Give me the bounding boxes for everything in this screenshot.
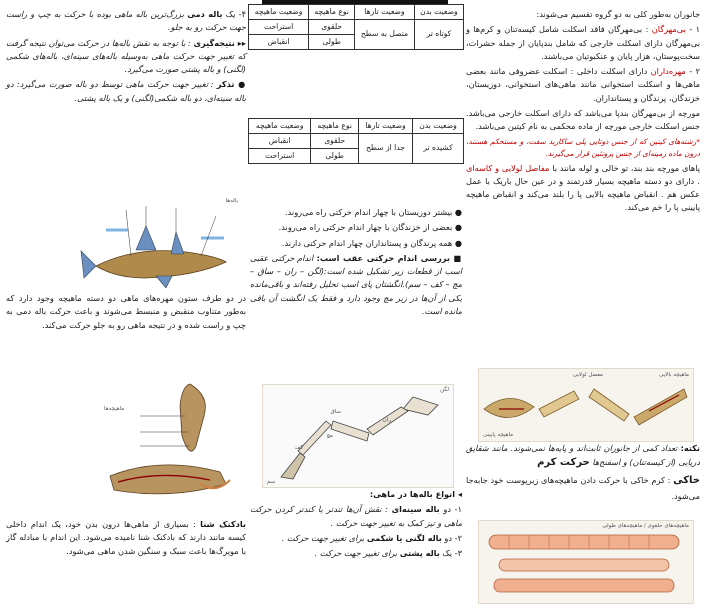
table1-header-fibers: وضعیت تارها xyxy=(355,5,415,20)
caudal-fin-term: باله دمی xyxy=(187,9,223,19)
fin-types-heading: ◂ انواع باله‌ها در ماهی: xyxy=(369,489,462,499)
hoof-label: سم xyxy=(267,479,276,485)
muscle-table-1 xyxy=(248,4,464,50)
right-column-lower xyxy=(466,442,700,505)
reminder-term: ● تذکر xyxy=(216,79,246,90)
table2-header-state: وضعیت ماهیچه xyxy=(249,119,311,134)
bullet-text: همه پرندگان و پستانداران چهار اندام حرکتی دارند. xyxy=(281,237,453,248)
horse-leg-diagram xyxy=(263,385,453,487)
horse-leg-figure xyxy=(262,384,454,488)
reminder-text: : تغییر جهت حرکت ماهی توسط دو باله صورت می‌گیرد: دو باله سینه‌ای، دو باله شکمی(لگنی) و یک باله پشتی. xyxy=(6,79,246,103)
note-text: تعداد کمی از جانوران ثابت‌اند و پایه‌ها نمی‌شوند. مانند شقایق دریایی (از کیسه‌تنان) و اسفنج‌ها xyxy=(466,443,700,468)
swim-bladder-paragraph xyxy=(6,518,246,558)
conclusion-term: ▸▸ نتیجه‌گیری xyxy=(193,37,247,48)
earthworm-diagram xyxy=(479,521,693,603)
vertebrates-text: دارای اسکلت داخلی : اسکلت غضروفی مانند بعضی ماهی‌ها و اسکلت استخوانی مانند ماهی‌های استخوانی، دوزیستان، خزندگان، پرندگان و پستانداران. xyxy=(466,66,700,103)
horse-leg-heading: ■ بررسی اندام حرکتی عقب اسب: xyxy=(316,252,462,263)
pelvic-fin-text: برای تغییر جهت حرکت . xyxy=(281,532,365,543)
horse-leg-paragraph xyxy=(250,252,462,318)
spine-muscles-paragraph: در دو طرف ستون مهره‌های ماهی دو دسته ماهیچه وجود دارد که به‌طور متناوب منقبض و منبسط می‌شوند و باعث حرکت باله دمی به چپ و راست شده و در نتیجه ماهی رو به جلو حرکت می‌کند. xyxy=(6,293,246,330)
ant-legs-text-b: . دارای دو دسته ماهیچه بسیار قدرتمند و در عین حال باریک با عمل عکس هم . انقباض ماهیچه بالایی پا را بلند می‌کند و انقباض ماهیچه پایینی پا را خم می‌کند. xyxy=(466,175,700,213)
left-column xyxy=(6,8,246,107)
table1-r1-type: حلقوی xyxy=(309,19,355,34)
fish-fins-figure xyxy=(76,196,242,288)
muscles-label: ماهیچه‌ها xyxy=(104,406,125,412)
item-number: ۳- یک xyxy=(442,548,462,559)
table2-header-fibers: وضعیت تارها xyxy=(358,119,412,134)
table1-header-type: نوع ماهیچه xyxy=(309,5,355,20)
earthworm-paragraph xyxy=(466,473,700,502)
table1-header-body: وضعیت بدن xyxy=(414,5,463,20)
pelvic-fin-item xyxy=(250,532,462,545)
item-number: ۲ - xyxy=(689,66,700,77)
swim-bladder-term: بادکنک شنا xyxy=(200,519,247,529)
stationary-animals-note xyxy=(466,442,700,471)
middle-column xyxy=(250,206,462,320)
lower-muscle-label: ماهیچه پایینی xyxy=(483,432,514,438)
bullet-text: بیشتر دوزیستان با چهار اندام حرکتی راه می‌روند. xyxy=(285,207,453,217)
bullet-birds-mammals: ● همه پرندگان و پستانداران چهار اندام حرکتی دارند. xyxy=(281,237,462,248)
reminder-paragraph xyxy=(6,78,246,105)
table1-body-state: کوتاه تر xyxy=(414,19,463,49)
table1-r2-type: طولی xyxy=(309,34,355,49)
hinge-joint-label: مفصل لولایی xyxy=(572,372,603,378)
conclusion-paragraph xyxy=(6,37,246,77)
earthworm-heading-b: خاکی xyxy=(673,475,700,487)
conclusion-text: : با توجه به نقش باله‌ها در حرکت می‌توان نتیجه گرفت که تغییر جهت حرکت ماهی به‌وسیله باله‌های سینه‌ای، باله‌های شکمی (لگنی) و باله پشتی صورت می‌گیرد. xyxy=(6,37,246,75)
item-number: ۱- دو xyxy=(443,504,462,515)
table2-fiber-state: جدا از سطح xyxy=(358,133,412,163)
left-column-lower xyxy=(6,518,246,560)
earthworm-heading-a: حرکت کرم xyxy=(537,457,590,469)
chitin-note: *رشته‌های کیتین که از جنس دوتایی پلی ساکارید سفت، و مستحکم هستند، درون ماده زمینه‌ای از جنس پروتئین قرار می‌گیرند. xyxy=(466,136,700,158)
fish-tail-muscle-figure xyxy=(100,376,242,508)
fins-label: باله‌ها xyxy=(225,198,238,204)
right-column xyxy=(466,8,700,217)
ant-legs-paragraph xyxy=(466,162,700,215)
item-number: ۴- یک xyxy=(225,9,246,19)
ant-leg-joint-diagram xyxy=(479,369,693,441)
invertebrates-text: : بی‌مهرگان فاقد اسکلت شامل کیسه‌تنان و کرم‌ها و بی‌مهرگان دارای اسکلت خارجی که شامل بندپایان از جمله حشرات، سخت‌پوستان، هزار پایان و عنکبوتیان می‌باشند. xyxy=(466,24,700,61)
pelvic-fin-term: باله لگنی یا شکمی xyxy=(366,532,442,543)
table1-r1-state: استراحت xyxy=(249,19,309,34)
table2-r2-state: استراحت xyxy=(249,148,311,163)
note-term: نکته: xyxy=(680,443,700,453)
left-column-mid xyxy=(6,292,246,334)
table2-header-body: وضعیت بدن xyxy=(413,119,464,134)
upper-muscle-label: ماهیچه بالایی xyxy=(659,372,689,378)
bullet-amphibians: ● بیشتر دوزیستان با چهار اندام حرکتی راه می‌روند. xyxy=(285,207,462,217)
invertebrates-term: بی‌مهرگان xyxy=(651,24,686,35)
vertebrates-term: مهره‌داران xyxy=(650,66,686,77)
sole-label: کف xyxy=(294,445,303,451)
table1-header-state: وضعیت ماهیچه xyxy=(249,5,309,20)
earthworm-muscle-label: ماهیچه‌های حلقوی / ماهیچه‌های طولی xyxy=(602,523,689,529)
table2-body-state: کشیده تر xyxy=(413,133,464,163)
ant-paragraph: مورچه از بی‌مهرگان بندپا می‌باشد که دارای اسکلت خارجی می‌باشد. جنس اسکلت خارجی مورچه از ماده محکمی به نام کیتین می‌باشد. xyxy=(466,107,700,132)
bullet-text: بعضی از خزندگان با چهار اندام حرکتی راه می‌روند. xyxy=(278,222,453,233)
pectoral-fin-text: : نقش آن‌ها تند‌تر یا کندتر کردن حرکت ماهی و تیز کمک به تغییر جهت حرکت . xyxy=(250,504,462,528)
table2-r2-type: طولی xyxy=(311,148,359,163)
caudal-fin-item xyxy=(6,8,246,35)
pelvis-label: لگن xyxy=(440,387,449,393)
dorsal-fin-item xyxy=(250,547,462,560)
invertebrates-paragraph xyxy=(466,23,700,63)
fish-fins-diagram xyxy=(76,196,242,288)
thigh-label: ران xyxy=(382,417,391,423)
joints-term: مفاصل لولایی و کاسه‌ای xyxy=(466,162,550,173)
item-number: ۱ - xyxy=(689,24,701,35)
horse-leg-text: اندام حرکتی عقبی اسب از قطعات زیر تشکیل شده است:(لگن – ران – ساق – مچ – کف – سم).انگشتان پای اسب تحلیل رفته‌اند و باقی‌مانده یکی از آن‌ها در زیر مچ وجود دارد و فقط یک انگشت آن باقی مانده است. xyxy=(250,252,462,316)
intro-paragraph: جانوران به‌طور کلی به دو گروه تقسیم می‌شوند: xyxy=(536,9,700,19)
fish-tail-diagram xyxy=(100,376,242,508)
table2-r1-type: حلقوی xyxy=(311,133,359,148)
pectoral-fin-term: باله سینه‌ای xyxy=(391,504,440,515)
ankle-label: مچ xyxy=(326,433,333,439)
dorsal-fin-term: باله پشتی xyxy=(399,548,440,559)
middle-column-lower xyxy=(250,488,462,562)
shank-label: ساق xyxy=(330,409,341,415)
ant-legs-text-a: پاهای مورچه بند بند، تو خالی و لوله مانند با xyxy=(552,162,700,173)
bullet-reptiles: ● بعضی از خزندگان با چهار اندام حرکتی راه می‌روند. xyxy=(278,222,462,233)
muscle-table-2 xyxy=(248,118,464,164)
item-number: ۲- دو xyxy=(444,532,462,543)
dorsal-fin-text: برای تغییر جهت حرکت . xyxy=(314,548,398,559)
caudal-fin-text: بزرگ‌ترین باله ماهی بوده با حرکت به چپ و راست جهت حرکت رو به جلو. xyxy=(6,9,246,33)
pectoral-fin-item xyxy=(250,503,462,530)
earthworm-text: : کرم خاکی با حرکت دادن ماهیچه‌های زیرپوست خود جابه‌جا می‌شود. xyxy=(466,475,700,501)
table2-r1-state: انقباض xyxy=(249,133,311,148)
earthworm-figure xyxy=(478,520,694,604)
table1-fiber-state: متصل به سطح xyxy=(355,19,415,49)
vertebrates-paragraph xyxy=(466,65,700,105)
swim-bladder-text: : بسیاری از ماهی‌ها درون بدن خود، یک اندام داخلی کیسه مانند دارند که بادکنک شنا نامیده می‌شود. این اندام با مبادله گاز با مویرگ‌ها باعث سبک و سنگین شدن ماهی می‌شود. xyxy=(6,519,246,556)
table1-r2-state: انقباض xyxy=(249,34,309,49)
table2-header-type: نوع ماهیچه xyxy=(311,119,359,134)
ant-leg-joint-figure xyxy=(478,368,694,442)
